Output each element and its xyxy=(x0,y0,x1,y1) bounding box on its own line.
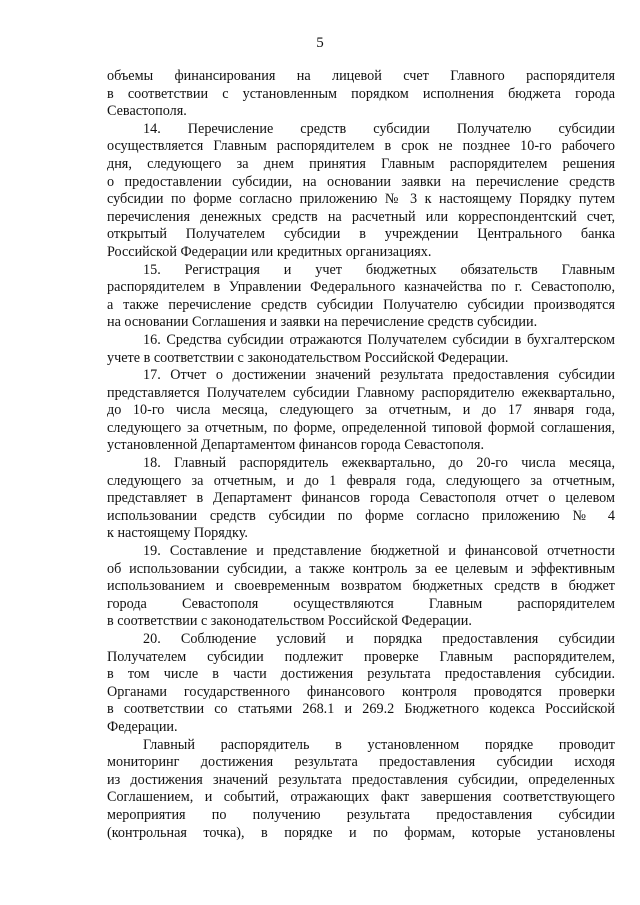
text-line: установленной Департаментом финансов города Севастополя. xyxy=(107,437,484,454)
text-line: 14. Перечисление средств субсидии Получателю субсидии xyxy=(143,120,615,137)
text-line: в том числе в части достижения результата предоставления субсидии. xyxy=(107,666,615,683)
text-line: о предоставлении субсидии, на основании заявки на перечисление средств xyxy=(107,173,615,190)
text-line: следующего за отчетным, по форме, определенной типовой формой соглашения, xyxy=(107,419,615,436)
text-line: Получателем субсидии подлежит проверке Главным распорядителем, xyxy=(107,648,615,665)
text-line: 19. Составление и представление бюджетной и финансовой отчетности xyxy=(143,543,615,560)
text-line: в соответствии со статьями 268.1 и 269.2 Бюджетного кодекса Российской xyxy=(107,701,615,718)
text-line: дня, следующего за днем принятия Главным распорядителем решения xyxy=(107,155,615,172)
text-line: на основании Соглашения и заявки на перечисление средств субсидии. xyxy=(107,314,538,331)
text-line: 15. Регистрация и учет бюджетных обязательств Главным xyxy=(143,261,615,278)
text-line: (контрольная точка), в порядке и по формам, которые установлены xyxy=(107,824,615,841)
text-line: 18. Главный распорядитель ежеквартально, до 20-го числа месяца, xyxy=(143,455,615,472)
text-line: представляется Получателем субсидии Главному распорядителю ежеквартально, xyxy=(107,384,615,401)
paragraph xyxy=(107,737,615,843)
text-line: распорядителем в Управлении Федерального казначейства по г. Севастополю, xyxy=(107,279,615,296)
paragraph xyxy=(107,631,615,737)
text-line: мероприятия по получению результата предоставления субсидии xyxy=(107,806,615,823)
paragraph xyxy=(107,68,615,121)
text-line: объемы финансирования на лицевой счет Главного распорядителя xyxy=(107,68,615,84)
text-line: Органами государственного финансового контроля проводятся проверки xyxy=(107,683,615,700)
text-line: использованием и своевременным возвратом бюджетных средств в бюджет xyxy=(107,578,615,595)
page-number: 5 xyxy=(316,35,324,51)
paragraph xyxy=(107,121,615,262)
text-line: до 10-го числа месяца, следующего за отчетным, и до 17 января года, xyxy=(107,402,615,419)
text-line: Соглашением, и событий, отражающих факт завершения соответствующего xyxy=(107,789,615,806)
text-line: из достижения значений результата предоставления субсидии, определенных xyxy=(107,771,615,788)
text-line: Российской Федерации или кредитных организациях. xyxy=(107,243,432,260)
paragraph xyxy=(107,367,615,455)
text-line: Севастополя. xyxy=(107,103,187,120)
document-body xyxy=(107,68,615,842)
text-line: в соответствии с установленным порядком исполнения бюджета города xyxy=(107,85,615,102)
text-line: Главный распорядитель в установленном порядке проводит xyxy=(143,736,615,753)
paragraph xyxy=(107,262,615,332)
text-line: использовании средств субсидии по форме согласно приложению № 4 xyxy=(107,507,615,524)
text-line: мониторинг достижения результата предоставления субсидии исходя xyxy=(107,754,615,771)
text-line: 17. Отчет о достижении значений результата предоставления субсидии xyxy=(143,367,615,384)
text-line: в соответствии с законодательством Российской Федерации. xyxy=(107,613,472,630)
text-line: 20. Соблюдение условий и порядка предоставления субсидии xyxy=(143,631,615,647)
text-line: осуществляется Главным распорядителем в срок не позднее 10-го рабочего xyxy=(107,138,615,155)
text-line: Федерации. xyxy=(107,718,178,735)
text-line: перечисления денежных средств на расчетный или корреспондентский счет, xyxy=(107,208,615,225)
text-line: открытый Получателем субсидии в учреждении Центрального банка xyxy=(107,226,615,243)
text-line: города Севастополя осуществляются Главным распорядителем xyxy=(107,595,615,612)
text-line: учете в соответствии с законодательством Российской Федерации. xyxy=(107,349,509,366)
text-line: к настоящему Порядку. xyxy=(107,525,248,542)
text-line: об использовании субсидии, а также контроль за ее целевым и эффективным xyxy=(107,560,615,577)
text-line: следующего за отчетным, и до 1 февраля года, следующего за отчетным, xyxy=(107,472,615,489)
text-line: 16. Средства субсидии отражаются Получателем субсидии в бухгалтерском xyxy=(143,331,615,348)
text-line: субсидии по форме согласно приложению № 3 к настоящему Порядку путем xyxy=(107,191,615,208)
text-line: а также перечисление средств субсидии Получателю субсидии производятся xyxy=(107,296,615,313)
paragraph xyxy=(107,543,615,631)
paragraph xyxy=(107,455,615,543)
paragraph xyxy=(107,332,615,367)
text-line: представляет в Департамент финансов города Севастополя отчет о целевом xyxy=(107,490,615,507)
